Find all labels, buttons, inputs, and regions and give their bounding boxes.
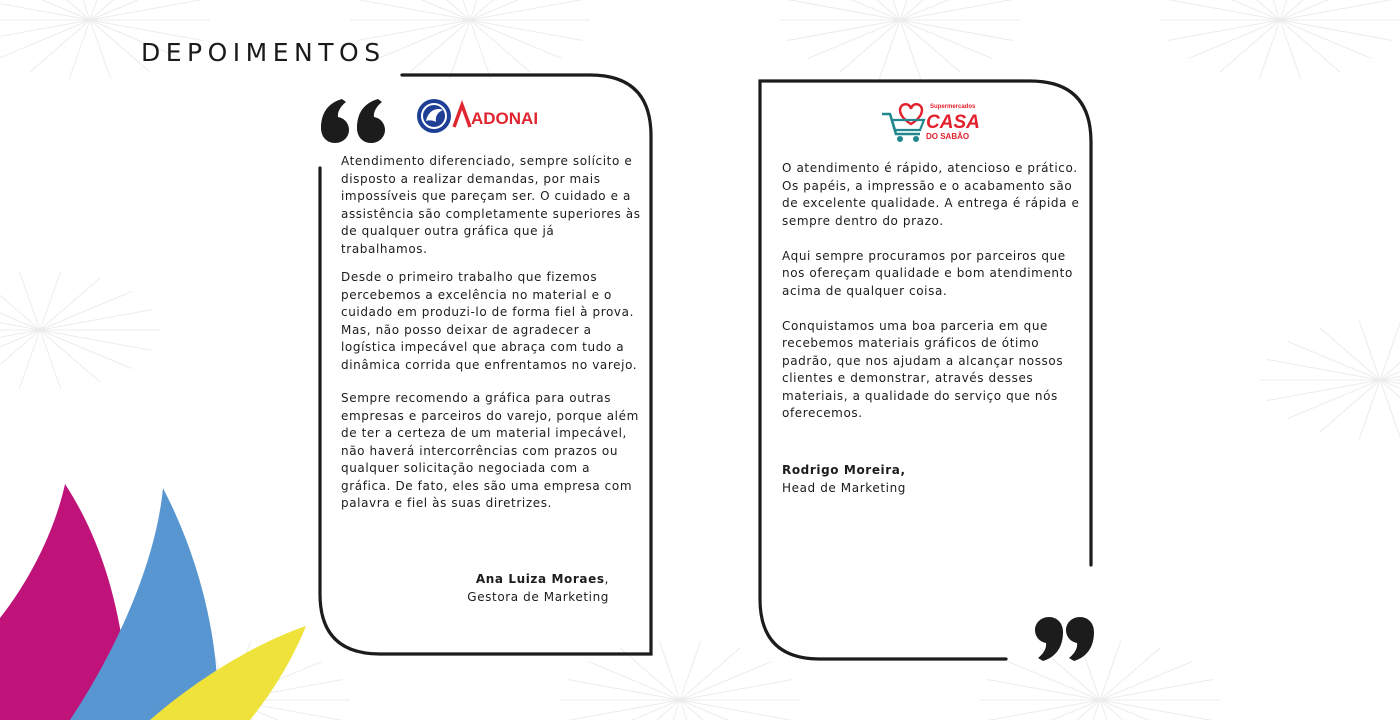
svg-text:CASA: CASA [926, 112, 980, 133]
author-name: Rodrigo Moreira, [782, 463, 906, 477]
author-role: Gestora de Marketing [467, 589, 609, 604]
svg-text:Supermercados: Supermercados [930, 104, 976, 110]
testimonial-signature-2 [782, 462, 1032, 497]
testimonial-paragraph: Desde o primeiro trabalho que fizemos percebemos a excelência no material e o cuidado em produzi-lo de forma fiel à prova. Mas, não posso deixar de agradecer a logística impecável que abraça com tudo a dinâmica corrida que enfrentamos no varejo. [341, 270, 638, 372]
quote-close-icon [1035, 617, 1094, 661]
author-separator: , [604, 572, 609, 586]
author-role: Head de Marketing [782, 480, 907, 495]
quote-open-icon [321, 99, 385, 143]
casa-do-sabao-logo [880, 100, 980, 146]
decorative-petals [0, 470, 320, 720]
testimonial-paragraph: Sempre recomendo a gráfica para outras empresas e parceiros do varejo, porque além de ter a certeza de um material impecável, não haverá intercorrências com prazos ou qualquer solicitação negociada com a gráfica. De fato, eles são uma empresa com palavra e fiel às suas diretrizes. [341, 391, 639, 510]
testimonial-paragraph: Atendimento diferenciado, sempre solícito e disposto a realizar demandas, por mais impossíveis que pareçam ser. O cuidado e a assistência são completamente superiores às de qualquer outra gráfica que já trabalhamos. [341, 154, 641, 256]
author-name: Ana Luiza Moraes [475, 572, 605, 586]
testimonial-paragraph: Conquistamos uma boa parceria em que recebemos materiais gráficos de ótimo padrão, que nos ajudam a alcançar nossos clientes e demonstrar, através desses materiais, a qualidade do serviço que nós oferecemos. [782, 318, 1064, 420]
svg-text:DO SABÃO: DO SABÃO [926, 132, 970, 141]
testimonial-text-1 [341, 153, 641, 513]
testimonial-paragraph: Aqui sempre procuramos por parceiros que nos ofereçam qualidade e bom atendimento acima de qualquer coisa. [782, 248, 1073, 298]
testimonial-signature-1 [341, 571, 609, 606]
page-title: DEPOIMENTOS [141, 38, 386, 67]
testimonial-text-2 [782, 160, 1082, 440]
adonai-logo [416, 97, 539, 135]
svg-text:ADONAI: ADONAI [471, 109, 539, 128]
testimonial-paragraph: O atendimento é rápido, atencioso e prático. Os papéis, a impressão e o acabamento são de excelente qualidade. A entrega é rápida e sempre dentro do prazo. [782, 161, 1080, 228]
